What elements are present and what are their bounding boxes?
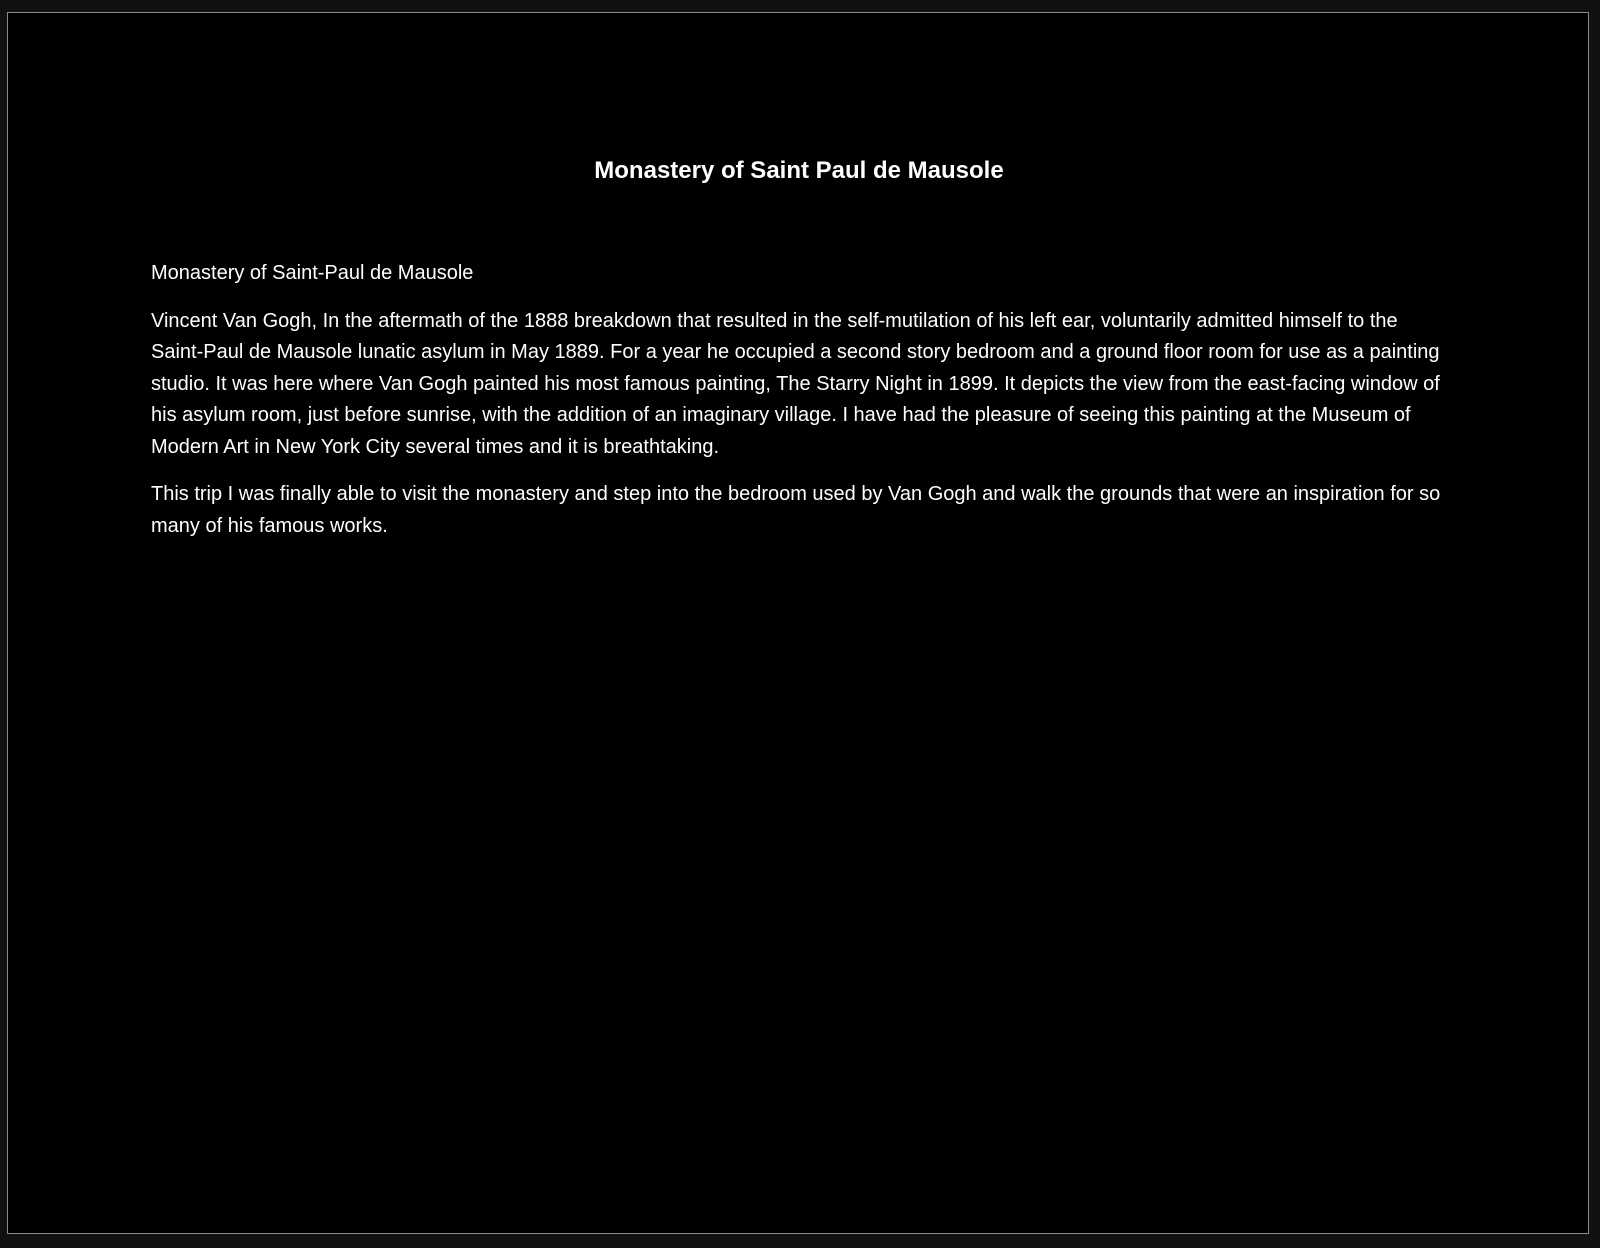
article-body <box>151 258 1451 558</box>
page-title: Monastery of Saint Paul de Mausole <box>594 157 1004 184</box>
page-frame <box>7 12 1589 1234</box>
article-paragraph: This trip I was finally able to visit the monastery and step into the bedroom used by Van Gogh and walk the grounds that were an inspiration for so many of his famous works. <box>151 483 1441 537</box>
article-paragraph: Vincent Van Gogh, In the aftermath of the 1888 breakdown that resulted in the self-mutilation of his left ear, voluntarily admitted himself to the Saint-Paul de Mausole lunatic asylum in May 1889. For a year he occupied a second story bedroom and a ground floor room for use as a painting studio. It was here where Van Gogh painted his most famous painting, The Starry Night in 1899. It depicts the view from the east-facing window of his asylum room, just before sunrise, with the addition of an imaginary village. I have had the pleasure of seeing this painting at the Museum of Modern Art in New York City several times and it is breathtaking. <box>151 309 1440 458</box>
article-subheading: Monastery of Saint-Paul de Mausole <box>151 262 474 284</box>
